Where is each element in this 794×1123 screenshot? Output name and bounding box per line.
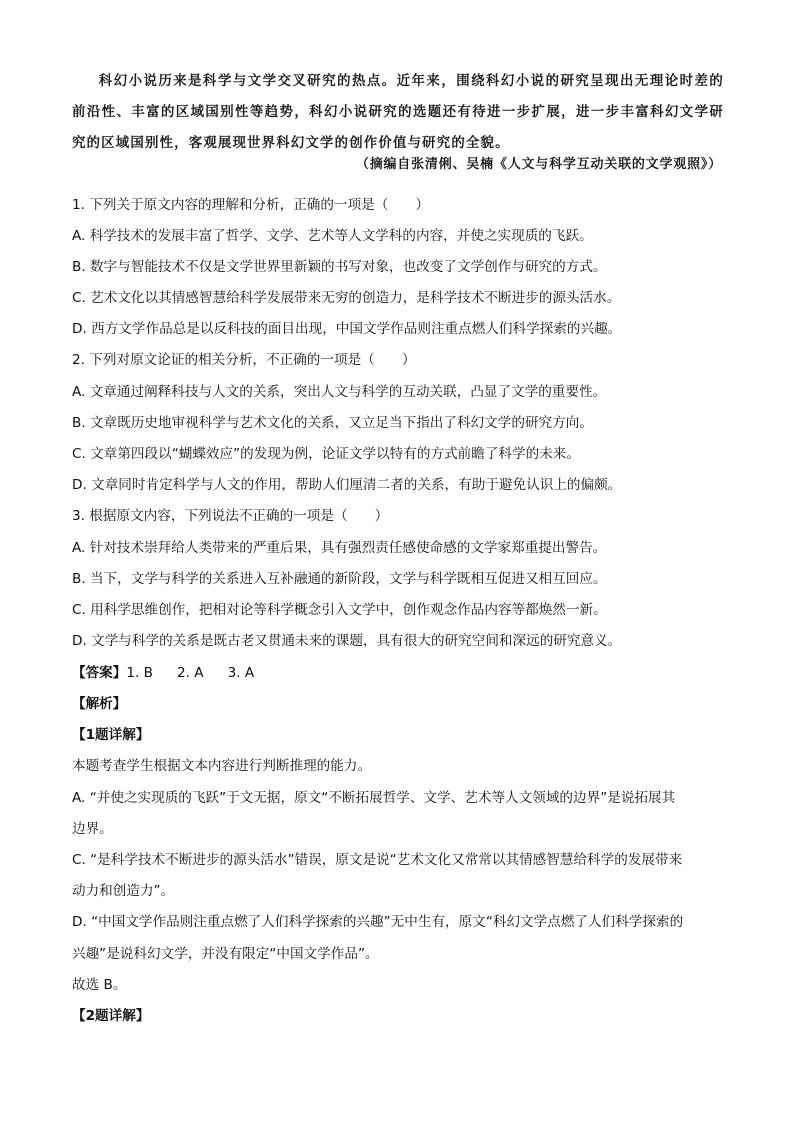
question-3-option-b[interactable]: B. 当下，文学与科学的关系进入互补融通的新阶段，文学与科学既相互促进又相互回应。 <box>72 571 607 587</box>
q1-detail-header: 【1题详解】 <box>72 727 150 743</box>
q1-analysis-a-line2: 边界。 <box>72 821 113 837</box>
question-2-option-b[interactable]: B. 文章既历史地审视科学与艺术文化的关系，又立足当下指出了科幻文学的研究方向。 <box>72 415 593 431</box>
question-1-option-b[interactable]: B. 数字与智能技术不仅是文学世界里新颖的书写对象，也改变了文学创作与研究的方式。 <box>72 259 607 275</box>
q1-analysis-a-line1: A. “并使之实现质的飞跃”于文无据，原文“不断拓展哲学、文学、艺术等人文领域的边界”是说拓展其 <box>72 790 676 806</box>
question-1-option-c[interactable]: C. 艺术文化以其情感智慧给科学发展带来无穷的创造力，是科学技术不断进步的源头活水。 <box>72 290 621 306</box>
answer-item-1: 1. B <box>126 665 153 681</box>
question-1-option-a[interactable]: A. 科学技术的发展丰富了哲学、文学、艺术等人文学科的内容，并使之实现质的飞跃。 <box>72 228 593 244</box>
passage-source: （摘编自张清俐、吴楠《人文与科学互动关联的文学观照》） <box>355 157 722 172</box>
answer-item-3: 3. A <box>227 665 255 681</box>
q2-detail-header: 【2题详解】 <box>72 1008 150 1024</box>
passage-excerpt <box>72 66 724 159</box>
question-1-option-d[interactable]: D. 西方文学作品总是以反科技的面目出现，中国文学作品则注重点燃人们科学探索的兴趣。 <box>72 321 622 337</box>
analysis-tag: 【解析】 <box>72 696 127 712</box>
question-3-option-d[interactable]: D. 文学与科学的关系是既古老又贯通未来的课题，具有很大的研究空间和深远的研究意义。 <box>72 633 622 649</box>
q1-analysis-c-line1: C. “是科学技术不断进步的源头活水”错误，原文是说“艺术文化又常常以其情感智慧给科学的发展带来 <box>72 852 683 868</box>
question-2-stem: 2. 下列对原文论证的相关分析，不正确的一项是（ ） <box>72 352 416 368</box>
question-2-option-a[interactable]: A. 文章通过阐释科技与人文的关系，突出人文与科学的互动关联，凸显了文学的重要性。 <box>72 384 607 400</box>
answer-tag: 【答案】 <box>72 665 127 681</box>
passage-paragraph: 科幻小说历来是科学与文学交叉研究的热点。近年来，围绕科幻小说的研究呈现出无理论时差的前沿性、丰富的区域国别性等趋势，科幻小说研究的选题还有待进一步扩展，进一步丰富科幻文学研究的区域国别性，客观展现世界科幻文学的创作价值与研究的全貌。 <box>72 73 724 151</box>
question-2-option-d[interactable]: D. 文章同时肯定科学与人文的作用，帮助人们厘清二者的关系，有助于避免认识上的偏颇。 <box>72 477 622 493</box>
question-2-option-c[interactable]: C. 文章第四段以“蝴蝶效应”的发现为例，论证文学以特有的方式前瞻了科学的未来。 <box>72 446 580 462</box>
q1-analysis-d-line1: D. “中国文学作品则注重点燃了人们科学探索的兴趣”无中生有，原文“科幻文学点燃了人们科学探索的 <box>72 914 684 930</box>
question-3-option-a[interactable]: A. 针对技术崇拜给人类带来的严重后果，具有强烈责任感使命感的文学家郑重提出警告。 <box>72 540 607 556</box>
answer-line <box>72 661 732 681</box>
q1-analysis-c-line2: 动力和创造力”。 <box>72 883 175 899</box>
question-1-stem: 1. 下列关于原文内容的理解和分析，正确的一项是（ ） <box>72 197 430 213</box>
answer-item-2: 2. A <box>177 665 204 681</box>
q1-intro: 本题考查学生根据文本内容进行判断推理的能力。 <box>72 758 372 774</box>
q1-conclusion: 故选 B。 <box>72 977 127 993</box>
question-3-option-c[interactable]: C. 用科学思维创作，把相对论等科学概念引入文学中，创作观念作品内容等都焕然一新。 <box>72 602 607 618</box>
question-3-stem: 3. 根据原文内容，下列说法不正确的一项是（ ） <box>72 508 389 524</box>
q1-analysis-d-line2: 兴趣”是说科幻文学，并没有限定“中国文学作品”。 <box>72 946 379 962</box>
